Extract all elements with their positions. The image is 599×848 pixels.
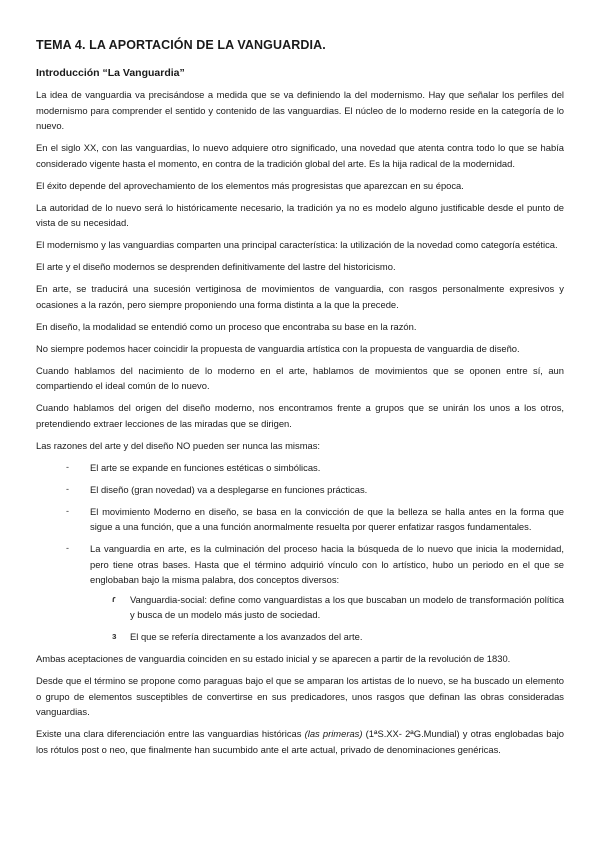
- list-item-text: El movimiento Moderno en diseño, se basa en la convicción de que la belleza se halla antes en la forma que sigue a una función, que a una función anormalmente resuelta por querer enfatizar rasgos fundamentales.: [90, 505, 564, 532]
- paragraph: En arte, se traducirá una sucesión vertiginosa de movimientos de vanguardia, con rasgos personalmente expresivos y ocasiones a la razón, pero siempre proponiendo una forma distinta a la que la precede.: [36, 283, 564, 310]
- paragraph: El modernismo y las vanguardias comparten una principal característica: la utilización de la novedad como categoría estética.: [36, 239, 558, 250]
- list-item: [66, 541, 564, 645]
- paragraph: El arte y el diseño modernos se desprenden definitivamente del lastre del historicismo.: [36, 261, 396, 272]
- paragraph: [36, 726, 564, 757]
- sub-list-item-text: Vanguardia-social: define como vanguardistas a los que buscaban un modelo de transformación política y busca de un modelo más justo de sociedad.: [130, 593, 564, 620]
- paragraph: No siempre podemos hacer coincidir la propuesta de vanguardia artística con la propuesta de vanguardia de diseño.: [36, 342, 520, 354]
- list-item: [66, 482, 564, 498]
- list-item-text: El arte se expande en funciones estéticas o simbólicas.: [90, 461, 321, 473]
- italic-run: (las primeras): [304, 728, 363, 739]
- paragraph: En diseño, la modalidad se entendió como un proceso que encontraba su base en la razón.: [36, 320, 417, 332]
- document-body: [36, 87, 564, 764]
- paragraph: La autoridad de lo nuevo será lo históricamente necesario, la tradición ya no es modelo alguno justificable desde el punto de vista de su necesidad.: [36, 201, 564, 228]
- paragraph: El éxito depende del aprovechamiento de los elementos más progresistas que aparezcan en su época.: [36, 179, 464, 191]
- paragraph: Las razones del arte y del diseño NO pueden ser nunca las mismas:: [36, 439, 321, 451]
- numbered-bullet: ɜ: [112, 631, 117, 641]
- sub-list: [90, 592, 564, 645]
- paragraph: La idea de vanguardia va precisándose a medida que se va definiendo la del modernismo. Hay que señalar los perfiles del modernismo para comprender el sentido y contenido de las vanguardias. El núcleo de lo moderno reside en la categoría de lo nuevo.: [36, 89, 564, 131]
- reasons-list: [36, 460, 564, 645]
- dash-bullet: -: [66, 461, 69, 472]
- paragraph: Ambas aceptaciones de vanguardia coinciden en su estado inicial y se aparecen a partir de la revolución de 1830.: [36, 653, 511, 664]
- numbered-bullet: ɾ: [112, 593, 116, 604]
- list-item-text: El diseño (gran novedad) va a desplegarse en funciones prácticas.: [90, 483, 368, 495]
- document-title: TEMA 4. LA APORTACIÓN DE LA VANGUARDIA.: [36, 38, 326, 52]
- sub-list-item: [112, 629, 564, 645]
- paragraph: Cuando hablamos del origen del diseño moderno, nos encontramos frente a grupos que se unirán los unos a los otros, pretendiendo extraer lecciones de las miradas que se dirigen.: [36, 402, 564, 429]
- sub-list-item: [112, 592, 564, 623]
- paragraph: Desde que el término se propone como paraguas bajo el que se amparan los artistas de lo nuevo, se ha buscado un elemento o grupo de elementos susceptibles de convertirse en sus predicadores, unos rasgos que definan las obras consideradas vanguardias.: [36, 675, 564, 717]
- sub-list-item-text: El que se refería directamente a los avanzados del arte.: [130, 631, 363, 642]
- list-item: [66, 504, 564, 535]
- dash-bullet: -: [66, 483, 69, 494]
- list-item: [66, 460, 564, 476]
- section-subtitle: Introducción “La Vanguardia”: [36, 67, 185, 79]
- list-item-text: La vanguardia en arte, es la culminación del proceso hacia la búsqueda de lo nuevo que inicia la modernidad, pero tiene otras bases. Hasta que el término adquirió vínculo con lo artístico, hubo un periodo en el que se englobaban bajo la misma palabra, dos conceptos diversos:: [90, 543, 564, 585]
- dash-bullet: -: [66, 505, 69, 516]
- text-run: (1ªS.XX- 2ªG.Mundial) y otras englobadas bajo los rótulos post o neo, que finalmente han sucumbido ante el arte actual, privado de denominaciones genéricas.: [36, 728, 564, 755]
- dash-bullet: -: [66, 543, 69, 553]
- paragraph: Cuando hablamos del nacimiento de lo moderno en el arte, hablamos de movimientos que se oponen entre sí, aun compartiendo el ideal común de lo nuevo.: [36, 364, 564, 391]
- text-run: Existe una clara diferenciación entre las vanguardias históricas: [36, 728, 305, 739]
- paragraph: En el siglo XX, con las vanguardias, lo nuevo adquiere otro significado, una novedad que atenta contra todo lo que se había considerado vigente hasta el momento, en contra de la tradición global del arte. Es la hija radical de la modernidad.: [36, 142, 564, 169]
